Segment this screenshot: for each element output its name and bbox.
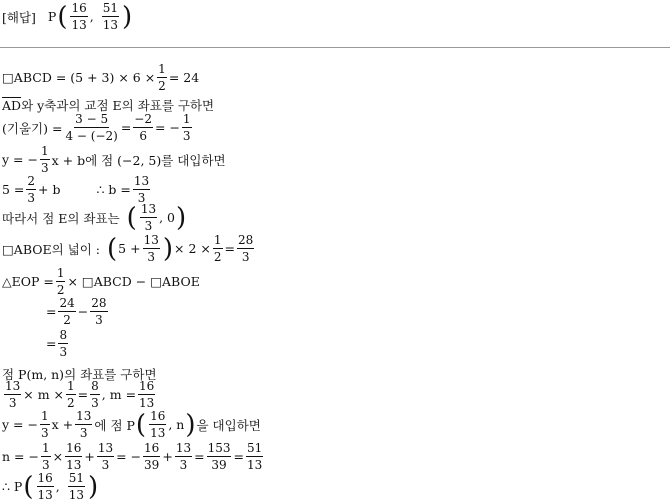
solve-m-line: $\frac{13}{3}$ × m × $\frac{1}{2}$ = $\frac{8}{3}$ , m = $\frac{16}{13}$ — [5, 379, 155, 410]
fraction: $\frac{16}{13}$ — [71, 1, 87, 32]
segment-ad: $\overline{AD}$ — [2, 97, 22, 113]
triangle-eop-line: △EOP = $\frac{1}{2}$ × □ABCD − □ABOE — [2, 266, 200, 297]
solve-n-line: n = − $\frac{1}{3}$ × $\frac{16}{13}$ + $\frac{13}{3}$ = − $\frac{16}{39}$ + $\frac{13}{3}$ = $\frac{153}{39}$ = $\frac{51}{13}$ — [2, 441, 263, 472]
answer-label: [해답] — [2, 9, 36, 25]
intersection-line: $\overline{AD}$ 와 y축과의 교점 E의 좌표를 구하면 — [2, 97, 215, 113]
final-answer-line: ∴ P ( $\frac{16}{13}$ , $\frac{51}{13}$ ) — [2, 471, 99, 502]
slope-line: (기울기) = $\frac{3 - 5}{4 - (-2)}$ = $\frac{-2}{6}$ = − $\frac{1}{3}$ — [2, 112, 191, 143]
find-p-line: 점 P(m, n)의 좌표를 구하면 — [2, 367, 157, 382]
answer-header: [해답] P ( $\frac{16}{13}$ , $\frac{51}{13}$ ) — [2, 1, 133, 32]
answer-point: P — [47, 9, 57, 24]
substitute-line: y = − $\frac{1}{3}$ x + b에 점 (−2, 5)를 대입하면 — [2, 144, 226, 175]
point-e-line: 따라서 점 E의 좌표는 ( $\frac{13}{3}$ , 0 ) — [2, 202, 187, 233]
solve-b-line: 5 = $\frac{2}{3}$ + b ∴ b = $\frac{13}{3}$ — [2, 174, 150, 205]
paren-close: ) — [122, 1, 133, 32]
area-aboe-line: □ABOE의 넓이 : ( 5 + $\frac{13}{3}$ ) × 2 × $\frac{1}{2}$ = $\frac{28}{3}$ — [2, 233, 254, 264]
triangle-eop-result: = $\frac{8}{3}$ — [46, 328, 68, 359]
divider — [0, 47, 670, 48]
fraction: $\frac{51}{13}$ — [102, 1, 119, 32]
triangle-eop-step: = $\frac{24}{2}$ − $\frac{28}{3}$ — [46, 296, 107, 327]
substitute-p-line: y = − $\frac{1}{3}$ x + $\frac{13}{3}$ 에 점 P ( $\frac{16}{13}$ , n ) 을 대입하면 — [2, 409, 261, 440]
paren-open: ( — [57, 1, 68, 32]
area-abcd-line: □ABCD = (5 + 3) × 6 × $\frac{1}{2}$ = 24 — [2, 62, 200, 93]
